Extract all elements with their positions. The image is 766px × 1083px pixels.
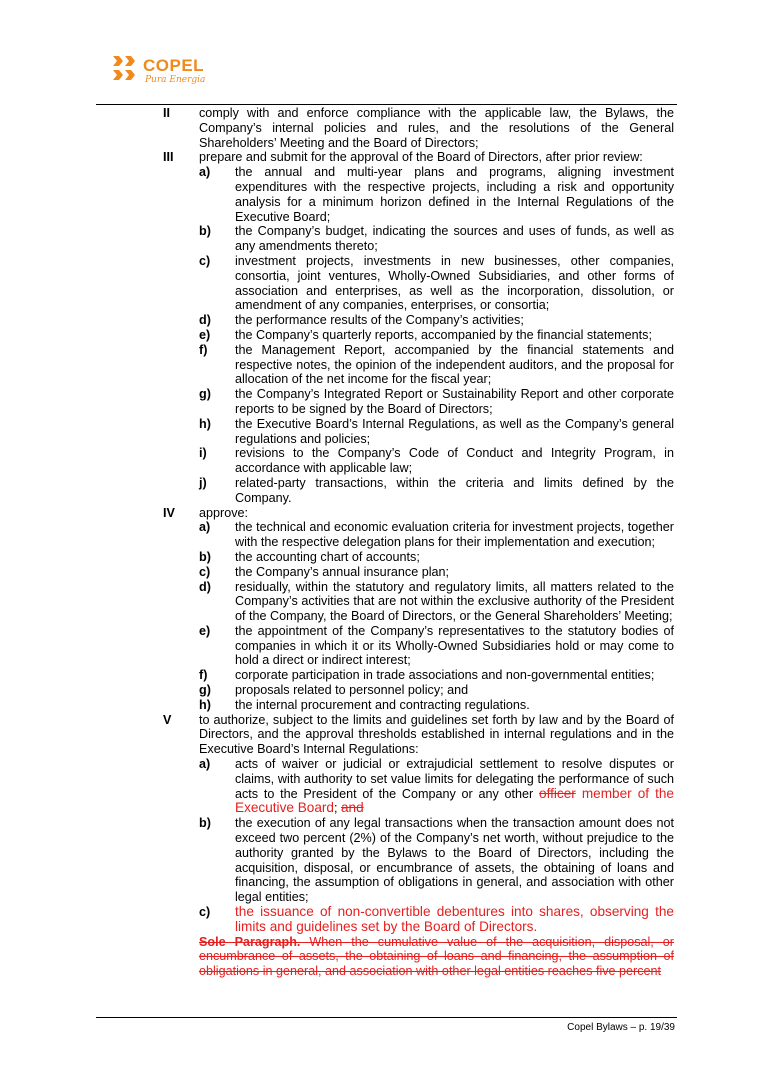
sub-item — [0, 698, 766, 713]
sub-letter: e) — [199, 327, 211, 342]
sub-letter: h) — [199, 697, 211, 712]
sub-item — [0, 668, 766, 683]
header-rule — [96, 104, 677, 105]
sub-text: residually, within the statutory and regulatory limits, all matters related to the Company’s activities that are not within the exclusive authority of the President of the Company, the Board of Directors, or the General Shareholders’ Meeting; — [235, 579, 674, 624]
sub-text-part: ; — [334, 801, 341, 816]
sub-text: investment projects, investments in new businesses, other companies, consortia, joint ventures, Wholly-Owned Subsidiaries, and other forms of association and enterprises, as well as the incorporation, dissolution, or amendment of any companies, enterprises, or consortia; — [235, 253, 674, 313]
sub-letter: d) — [199, 313, 211, 328]
item-text: approve: — [199, 505, 249, 520]
sub-letter: b) — [199, 816, 211, 831]
sub-text: related-party transactions, within the criteria and limits defined by the Company. — [235, 475, 674, 505]
sub-text: the Company’s budget, indicating the sources and uses of funds, as well as any amendments thereto; — [235, 224, 674, 254]
brand-tagline: Pura Energia — [145, 75, 206, 85]
item-number: IV — [163, 505, 175, 520]
sub-item — [0, 624, 766, 668]
item-ii — [0, 106, 766, 150]
sub-letter: c) — [199, 253, 211, 268]
sub-text — [235, 757, 674, 816]
sub-text: proposals related to personnel policy; and — [235, 683, 469, 698]
sub-text: the annual and multi-year plans and programs, aligning investment expenditures with the respective projects, including a risk and opportunity analysis for a minimum horizon defined in the Internal Regulations of the Executive Board; — [235, 165, 674, 224]
sub-letter: c) — [199, 564, 211, 579]
sub-letter: a) — [199, 757, 211, 772]
sub-letter: b) — [199, 224, 211, 239]
sole-paragraph — [0, 935, 766, 979]
sub-item — [0, 387, 766, 417]
sub-letter: i) — [199, 446, 207, 461]
sub-text: the accounting chart of accounts; — [235, 549, 420, 564]
sub-letter: a) — [199, 165, 211, 180]
sub-letter: b) — [199, 549, 211, 564]
sub-item — [0, 757, 766, 816]
sub-letter: a) — [199, 520, 211, 535]
sub-item — [0, 520, 766, 550]
sub-item — [0, 565, 766, 580]
sub-item — [0, 816, 766, 905]
sub-item — [0, 165, 766, 224]
sub-text: the Company’s annual insurance plan; — [235, 564, 450, 579]
sub-item — [0, 446, 766, 476]
sub-item — [0, 580, 766, 624]
footer-rule — [96, 1017, 677, 1018]
deleted-paragraph — [199, 935, 674, 979]
page-number: Copel Bylaws – p. 19/39 — [567, 1022, 675, 1033]
item-number: III — [163, 150, 174, 165]
sub-text: revisions to the Company’s Code of Conduct and Integrity Program, in accordance with applicable law; — [235, 446, 674, 476]
sub-letter: j) — [199, 475, 207, 490]
item-text: comply with and enforce compliance with the applicable law, the Bylaws, the Company’s internal policies and rules, and the resolutions of the General Shareholders’ Meeting and the Board of Directors; — [199, 106, 674, 150]
item-text: to authorize, subject to the limits and guidelines set forth by law and by the Board of Directors, and the approval thresholds established in internal regulations and in the Executive Board’s Internal Regulations: — [199, 712, 674, 757]
sole-paragraph-text: When the cumulative value of the acquisition, disposal, or encumbrance of assets, the obtaining of loans and financing, the assumption of obligations in general, and association with other legal entities reaches five percent — [199, 934, 674, 979]
deleted-text: and — [341, 800, 364, 816]
sub-text: the performance results of the Company’s activities; — [235, 313, 524, 328]
sub-text: corporate participation in trade associations and non-governmental entities; — [235, 668, 655, 683]
sub-text: the execution of any legal transactions when the transaction amount does not exceed two percent (2%) of the Company’s net worth, without prejudice to the authority granted by the Bylaws to the Board of Directors, including the acquisition, disposal, or encumbrance of assets, the obtaining of loans and financing, the assumption of obligations in general, and association with other legal entities; — [235, 816, 674, 905]
sole-paragraph-label: Sole Paragraph. — [199, 934, 301, 949]
sub-item — [0, 224, 766, 254]
sub-item — [0, 417, 766, 447]
sub-text: the internal procurement and contracting regulations. — [235, 697, 530, 712]
item-number: II — [163, 106, 170, 120]
sub-text: the appointment of the Company’s representatives to the statutory bodies of companies in which it or its Wholly-Owned Subsidiaries hold or may come to hold a direct or indirect interest; — [235, 623, 674, 668]
item-v — [0, 713, 766, 757]
sub-text: the technical and economic evaluation criteria for investment projects, together with the respective delegation plans for their implementation and execution; — [235, 520, 674, 550]
sub-item — [0, 683, 766, 698]
deleted-text: officer — [539, 785, 576, 801]
sub-item — [0, 343, 766, 387]
document-body — [0, 106, 766, 979]
item-text: prepare and submit for the approval of the Board of Directors, after prior review: — [199, 150, 643, 165]
sub-letter: d) — [199, 579, 211, 594]
sub-item — [0, 328, 766, 343]
sub-item — [0, 476, 766, 506]
sub-letter: f) — [199, 342, 208, 357]
sub-text: the Company’s quarterly reports, accompanied by the financial statements; — [235, 327, 652, 342]
inserted-text: the issuance of non-convertible debentures into shares, observing the limits and guidelines set by the Board of Directors. — [235, 904, 674, 934]
sub-letter: e) — [199, 623, 211, 638]
item-iii — [0, 150, 766, 165]
sub-item — [0, 254, 766, 313]
sub-letter: c) — [199, 905, 211, 920]
sub-text-part: acts of waiver or judicial or extrajudicial settlement to resolve disputes or claims, with authority to set value limits for delegating the performance of such acts to the President of the Company or any other — [235, 757, 674, 801]
sub-letter: h) — [199, 416, 211, 431]
sub-letter: g) — [199, 387, 211, 402]
sub-text: the Company’s Integrated Report or Sustainability Report and other corporate reports to be signed by the Board of Directors; — [235, 387, 674, 416]
sub-letter: f) — [199, 668, 208, 683]
sub-item — [0, 550, 766, 565]
brand-name: COPEL — [143, 56, 205, 75]
sub-item — [0, 313, 766, 328]
item-number: V — [163, 712, 172, 727]
sub-text: the Executive Board’s Internal Regulations, as well as the Company’s general regulations and policies; — [235, 416, 674, 446]
sub-text: the Management Report, accompanied by the financial statements and respective notes, the opinion of the independent auditors, and the proposal for allocation of the net income for the fiscal year; — [235, 342, 674, 387]
item-iv — [0, 506, 766, 521]
sub-letter: g) — [199, 683, 211, 698]
inserted-text: member of the Executive Board — [235, 785, 674, 816]
sub-item — [0, 905, 766, 935]
copel-logo-icon — [111, 54, 139, 84]
